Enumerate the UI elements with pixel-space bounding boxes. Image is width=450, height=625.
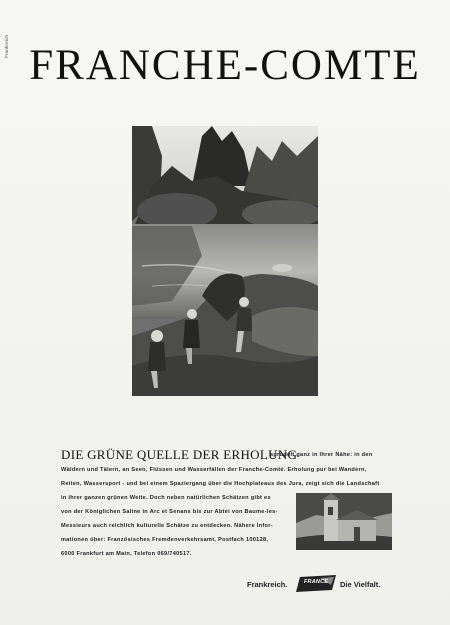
headline: DIE GRÜNE QUELLE DER ERHOLUNG xyxy=(61,447,298,462)
body-line: in ihrer ganzen grünen Weite. Doch neben natürlichen Schätzen gibt es xyxy=(61,495,271,501)
body-line: Wäldern und Tälern, an Seen, Flüssen und Wasserfällen der Franche-Comté. Erholung pur bei Wandern, xyxy=(61,467,367,473)
france-logo xyxy=(296,575,338,592)
body-line: Messieurs auch reichlich kulturelle Schätze zu entdecken. Nähere Infor- xyxy=(61,523,273,529)
inset-photo xyxy=(296,493,392,550)
page-title: FRANCHE-COMTE xyxy=(29,42,421,89)
body-line: 6000 Frankfurt am Main, Telefon 069/740517. xyxy=(61,551,192,557)
body-line: von der Königlichen Saline in Arc et Senans bis zur Abtei von Baume-les- xyxy=(61,509,278,515)
side-label: Frankreich xyxy=(4,34,9,58)
main-photo xyxy=(132,126,318,396)
body-line: Reiten, Wassersport - und bei einem Spaziergang über die Hochplateaus des Jura, zeigt sich die Landschaft xyxy=(61,481,380,487)
footer-slogan-left: Frankreich. xyxy=(247,580,288,589)
footer-slogan-right: Die Vielfalt. xyxy=(340,580,381,589)
body-line: mationen über: Französisches Fremdenverkehrsamt, Postfach 100128, xyxy=(61,537,269,543)
lead-text: sprudelt ganz in Ihrer Nähe: in den xyxy=(270,452,373,458)
logo-text: FRANCE xyxy=(304,579,329,585)
